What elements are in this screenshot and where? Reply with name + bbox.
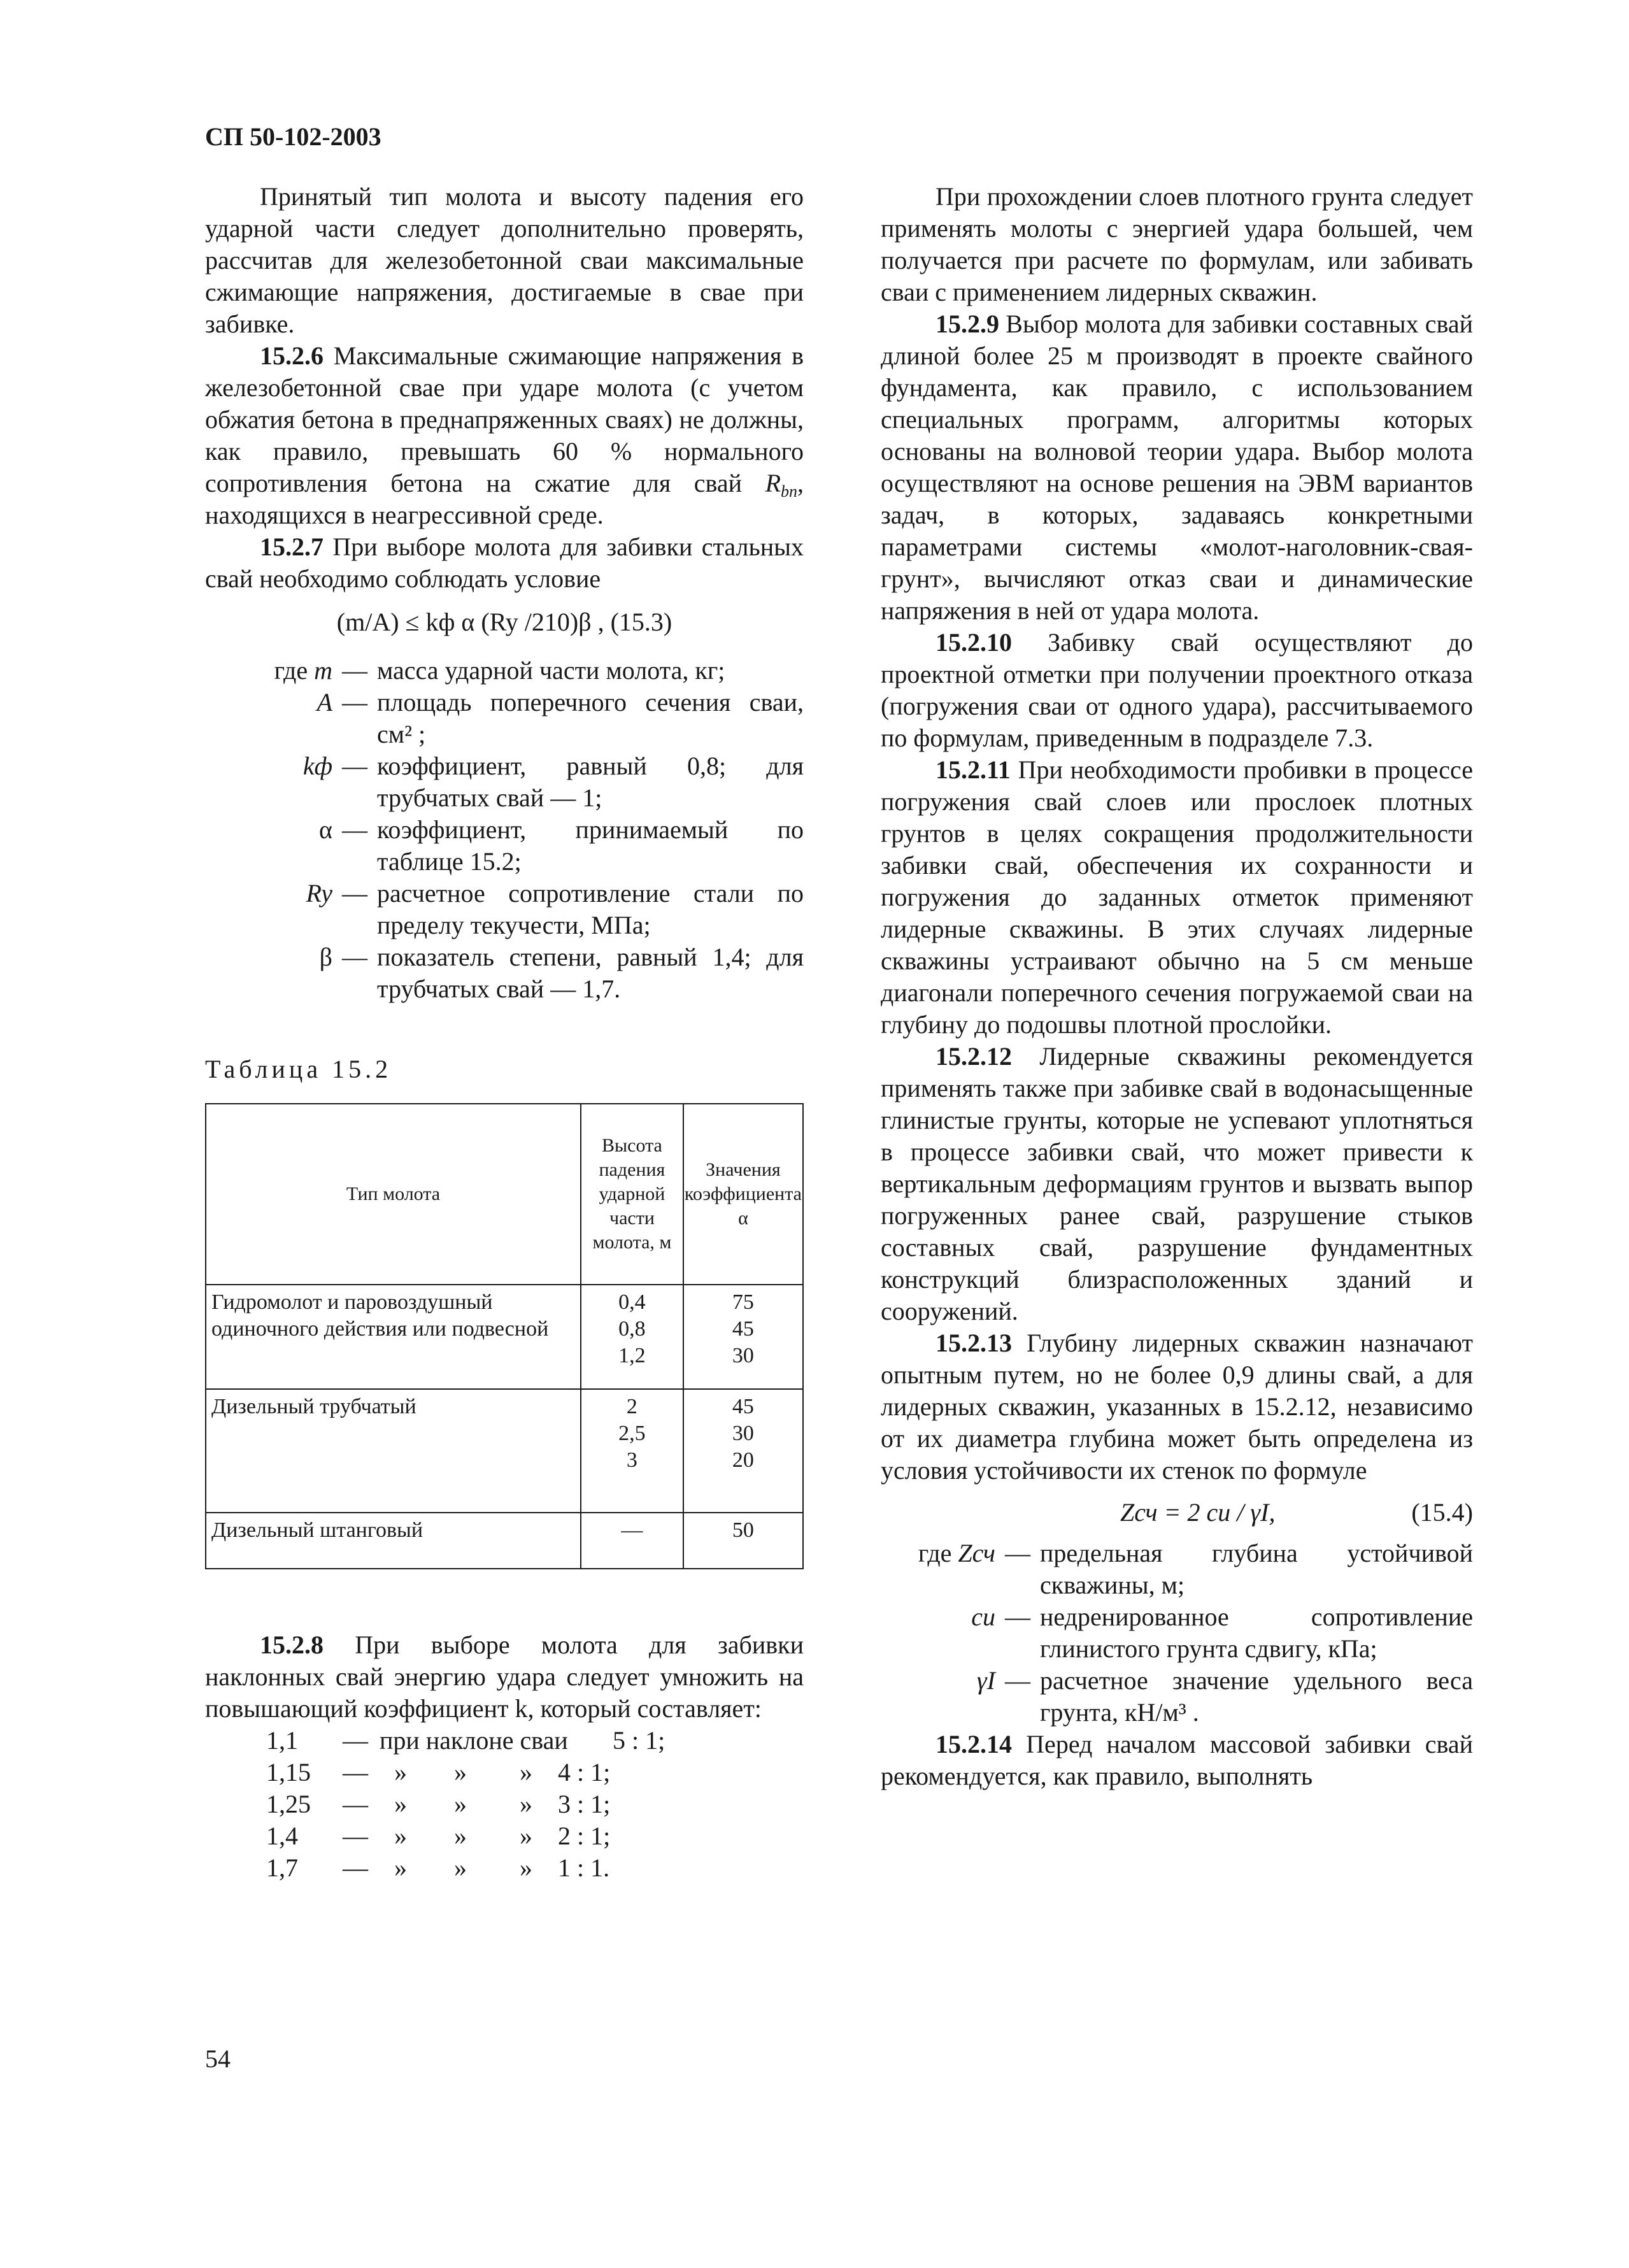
paragraph-15-2-6: 15.2.6 Максимальные сжимающие напряжения в железобетонной свае при ударе молота (с учетом обжатия бетона в преднапряженных сваях) не должны, как правило, превышать 60 % нормального сопротивления бетона на сжатие для свай $R_{bn}$, находящихся в неагрессивной среде.: [205, 341, 804, 529]
formula-expression: Zсч = 2 cu / γI,: [1120, 1498, 1276, 1527]
table-cell-coefficient: 45 30 20: [683, 1389, 803, 1513]
table-cell-coefficient: 50: [683, 1513, 803, 1569]
section-number: 15.2.11: [935, 755, 1011, 784]
section-number: 15.2.6: [260, 341, 324, 370]
table-row: [206, 1389, 803, 1513]
paragraph-15-2-10: 15.2.10 Забивку свай осуществляют до проектной отметки при получении проектного отказа (погружения сваи от одного удара), рассчитываемого по формулам, приведенным в подразделе 7.3.: [881, 628, 1473, 752]
definition-row: α — коэффициент, принимаемый по таблице 15.2;: [319, 815, 804, 876]
table-header-row: [206, 1104, 803, 1285]
coefficient-list: [205, 1725, 804, 1884]
section-number: 15.2.8: [260, 1630, 324, 1659]
document-code-header: СП 50-102-2003: [205, 122, 381, 151]
table-cell-height: 0,4 0,8 1,2: [581, 1285, 683, 1389]
definition-row: Ry — расчетное сопротивление стали по пределу текучести, МПа;: [306, 879, 804, 939]
section-number: 15.2.7: [260, 532, 324, 561]
list-item: 1,4 — » » » 2 : 1;: [266, 1822, 611, 1850]
section-number: 15.2.13: [935, 1329, 1012, 1357]
definition-row: γI — расчетное значение удельного веса грунта, кН/м³ .: [976, 1666, 1473, 1727]
definition-row: β — показатель степени, равный 1,4; для трубчатых свай — 1,7.: [319, 943, 804, 1003]
table-cell-coefficient: 75 45 30: [683, 1285, 803, 1389]
definition-row: где m — масса ударной части молота, кг;: [274, 656, 725, 685]
table-15-2: [205, 1103, 804, 1569]
table-row: [206, 1285, 803, 1389]
section-number: 15.2.14: [935, 1730, 1012, 1758]
paragraph: При прохождении слоев плотного грунта следует применять молоты с энергией удара большей, чем получается при расчете по формулам, или забивать сваи с применением лидерных скважин.: [881, 182, 1473, 306]
section-number: 15.2.9: [935, 310, 999, 338]
section-number: 15.2.12: [935, 1042, 1012, 1071]
list-item: 1,7 — » » » 1 : 1.: [266, 1853, 610, 1882]
section-number: 15.2.10: [935, 628, 1012, 657]
table-cell-height: 2 2,5 3: [581, 1389, 683, 1513]
right-column: [881, 181, 1473, 1792]
formula-definitions: [881, 1537, 1473, 1729]
paragraph-15-2-13: 15.2.13 Глубину лидерных скважин назначают опытным путем, но не более 0,9 длины свай, а для лидерных скважин, указанных в 15.2.12, независимо от их диаметра глубина может быть определена из условия устойчивости их стенок по формуле: [881, 1329, 1473, 1485]
column-header: Высота падения ударной части молота, м: [581, 1104, 683, 1285]
table-cell-hammer-type: Дизельный штанговый: [206, 1513, 581, 1569]
formula-15-4: [881, 1497, 1473, 1529]
formula-definitions: [205, 655, 804, 1005]
formula-15-3: (m/A) ≤ kф α (Ry /210)β , (15.3): [336, 608, 672, 636]
paragraph-15-2-11: 15.2.11 При необходимости пробивки в процессе погружения свай слоев или прослоек плотных грунтов в целях сокращения продолжительности забивки свай, обеспечения их сохранности и погружения до заданных отметок применяют лидерные скважины. В этих случаях лидерные скважины устраивают обычно на 5 см меньше диагонали поперечного сечения погружаемой сваи на глубину до подошвы плотной прослойки.: [881, 755, 1474, 1039]
column-header: Значения коэффициента α: [683, 1104, 803, 1285]
list-item: 1,15 — » » » 4 : 1;: [266, 1758, 611, 1787]
definition-row: где Zсч — предельная глубина устойчивой скважины, м;: [918, 1539, 1473, 1599]
paragraph-15-2-9: 15.2.9 Выбор молота для забивки составных свай длиной более 25 м производят в проекте свайного фундамента, как правило, с использованием специальных программ, алгоритмы которых основаны на волновой теории удара. Выбор молота осуществляют на основе решения на ЭВМ вариантов задач, в которых, задаваясь конкретными параметрами системы «молот-наголовник-свая-грунт», вычисляют отказ сваи и динамические напряжения в ней от удара молота.: [881, 310, 1474, 625]
paragraph: Принятый тип молота и высоту падения его ударной части следует дополнительно проверять, рассчитав для железобетонной сваи максимальные сжимающие напряжения, достигаемые в свае при забивке.: [205, 182, 804, 338]
list-item: 1,1 — при наклоне сваи 5 : 1;: [266, 1726, 665, 1755]
table-cell-hammer-type: Дизельный трубчатый: [206, 1389, 581, 1513]
paragraph-15-2-8: 15.2.8 При выборе молота для забивки наклонных свай энергию удара следует умножить на повышающий коэффициент k, который составляет:: [205, 1630, 804, 1723]
left-column: [205, 181, 804, 1884]
table-row: [206, 1513, 803, 1569]
table-title: Таблица 15.2: [205, 1055, 392, 1083]
formula-number: (15.4): [1411, 1498, 1473, 1527]
column-header: Тип молота: [206, 1104, 581, 1285]
definition-row: kф — коэффициент, равный 0,8; для трубчатых свай — 1;: [302, 752, 804, 812]
table-cell-height: —: [581, 1513, 683, 1569]
paragraph-15-2-14: 15.2.14 Перед началом массовой забивки свай рекомендуется, как правило, выполнять: [881, 1730, 1473, 1790]
list-item: 1,25 — » » » 3 : 1;: [266, 1790, 611, 1818]
table-cell-hammer-type: Гидромолот и паровоздушный одиночного действия или подвесной: [206, 1285, 581, 1389]
paragraph-15-2-12: 15.2.12 Лидерные скважины рекомендуется применять также при забивке свай в водонасыщенные глинистые грунты, которые не успевают уплотняться в процессе забивки свай, что может привести к вертикальным деформациям грунтов и вызвать выпор погруженных ранее свай, разрушение стыков составных свай, разрушение фундаментных конструкций близрасположенных зданий и сооружений.: [881, 1042, 1473, 1325]
definition-row: A — площадь поперечного сечения сваи, см² ;: [317, 688, 804, 748]
page-number: 54: [205, 2044, 231, 2073]
definition-row: cu — недренированное сопротивление глинистого грунта сдвигу, кПа;: [971, 1602, 1473, 1663]
paragraph-15-2-7: 15.2.7 При выборе молота для забивки стальных свай необходимо соблюдать условие: [205, 532, 804, 593]
